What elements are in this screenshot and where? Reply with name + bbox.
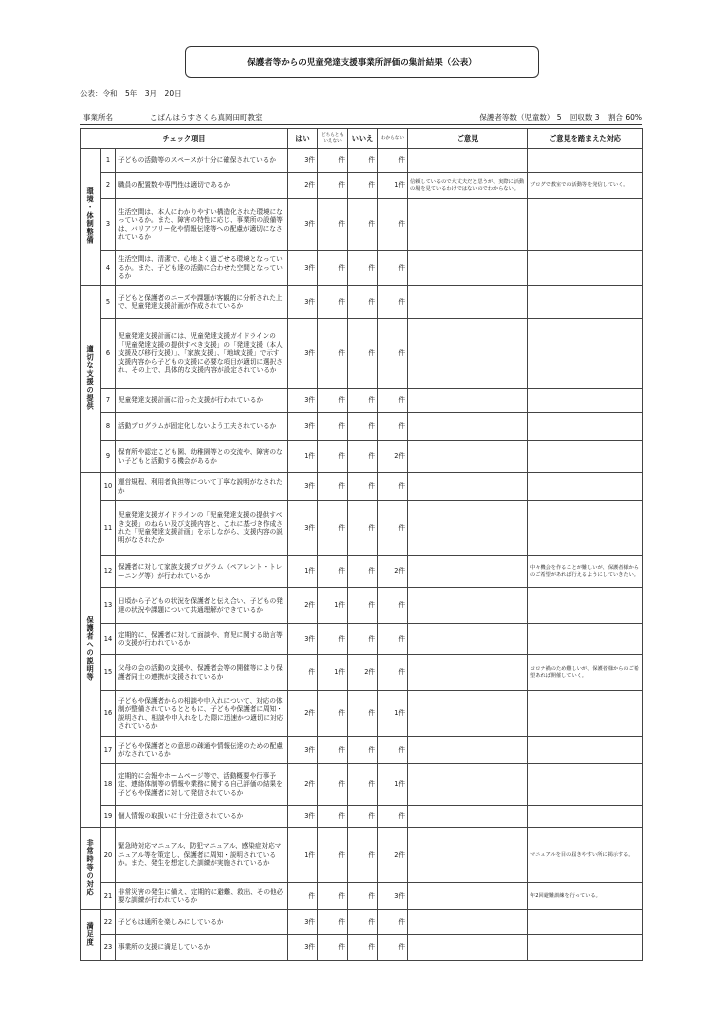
answer-yes: 3件 (288, 935, 318, 961)
answer-unknown: 件 (378, 501, 408, 556)
answer-unknown: 2件 (378, 828, 408, 883)
opinion-text (408, 441, 528, 473)
answer-neither: 件 (318, 883, 348, 910)
answer-neither: 件 (318, 691, 348, 737)
response-text (528, 588, 643, 624)
answer-unknown: 件 (378, 910, 408, 935)
answer-no: 件 (348, 764, 378, 806)
header-opinion: ご意見 (408, 129, 528, 149)
answer-unknown: 2件 (378, 556, 408, 588)
response-text (528, 251, 643, 286)
table-row (81, 624, 643, 655)
answer-neither: 件 (318, 441, 348, 473)
answer-neither: 件 (318, 764, 348, 806)
header-response: ご意見を踏まえた対応 (528, 129, 643, 149)
answer-no: 件 (348, 319, 378, 389)
table-row (81, 655, 643, 691)
answer-yes: 2件 (288, 588, 318, 624)
response-text (528, 389, 643, 413)
opinion-text (408, 764, 528, 806)
response-text: マニュアルを目の届きやすい所に掲示する。 (528, 828, 643, 883)
table-row (81, 413, 643, 441)
answer-no: 件 (348, 883, 378, 910)
opinion-text (408, 286, 528, 319)
item-number: 19 (101, 806, 116, 828)
check-item-text: 父母の会の活動の支援や、保護者会等の開催等により保護者同士の連携が支援されているか (116, 655, 288, 691)
response-text (528, 413, 643, 441)
answer-unknown: 件 (378, 389, 408, 413)
answer-no: 2件 (348, 655, 378, 691)
response-text: 中々機会を作ることが難しいが、保護者様からのご希望があれば行えるようにしていきたい。 (528, 556, 643, 588)
table-row (81, 441, 643, 473)
check-item-text: 事業所の支援に満足しているか (116, 935, 288, 961)
category-label: 環境・体制整備 (86, 187, 96, 245)
check-item-text: 個人情報の取扱いに十分注意されているか (116, 806, 288, 828)
answer-no: 件 (348, 286, 378, 319)
table-row (81, 910, 643, 935)
answer-neither: 1件 (318, 588, 348, 624)
item-number: 22 (101, 910, 116, 935)
table-row (81, 883, 643, 910)
check-item-text: 定期的に、保護者に対して面談や、育児に関する助言等の支援が行われているか (116, 624, 288, 655)
category-cell (81, 473, 101, 828)
office-info-line (80, 112, 642, 125)
item-number: 3 (101, 199, 116, 251)
table-row (81, 286, 643, 319)
answer-unknown: 件 (378, 473, 408, 501)
answer-neither: 件 (318, 828, 348, 883)
answer-neither: 件 (318, 286, 348, 319)
table-row (81, 199, 643, 251)
header-unknown: わからない (378, 129, 408, 149)
answer-yes: 3件 (288, 501, 318, 556)
answer-no: 件 (348, 199, 378, 251)
response-text (528, 691, 643, 737)
answer-unknown: 2件 (378, 441, 408, 473)
answer-no: 件 (348, 413, 378, 441)
response-count: 回収数 3 (569, 113, 600, 122)
response-text (528, 199, 643, 251)
opinion-text (408, 319, 528, 389)
answer-no: 件 (348, 737, 378, 764)
answer-unknown: 件 (378, 413, 408, 441)
item-number: 14 (101, 624, 116, 655)
table-row (81, 149, 643, 173)
opinion-text (408, 473, 528, 501)
answer-unknown: 件 (378, 319, 408, 389)
check-item-text: 子どもと保護者のニーズや課題が客観的に分析された上で、児童発達支援計画が作成されているか (116, 286, 288, 319)
answer-neither: 件 (318, 935, 348, 961)
answer-no: 件 (348, 473, 378, 501)
table-row (81, 828, 643, 883)
answer-neither: 件 (318, 319, 348, 389)
check-item-text: 児童発達支援計画には、児童発達支援ガイドラインの「児童発達支援の提供すべき支援」の「発達支援（本人支援及び移行支援）」、「家族支援」、「地域支援」で示す支援内容から子どもの支援に必要な項目が適切に選択され、その上で、具体的な支援内容が設定されているか (116, 319, 288, 389)
check-item-text: 児童発達支援ガイドラインの「児童発達支援の提供すべき支援」のねらい及び支援内容と、これに基づき作成された「児童発達支援計画」を示しながら、支援内容の説明がなされたか (116, 501, 288, 556)
item-number: 7 (101, 389, 116, 413)
item-number: 8 (101, 413, 116, 441)
answer-neither: 件 (318, 413, 348, 441)
table-row (81, 737, 643, 764)
answer-yes: 2件 (288, 691, 318, 737)
item-number: 15 (101, 655, 116, 691)
table-row (81, 251, 643, 286)
opinion-text: 信頼しているので大丈夫だと思うが、実際に活動の場を見ているわけではないのでわからない。 (408, 173, 528, 199)
check-item-text: 生活空間は、清潔で、心地よく過ごせる環境となっているか。また、子ども達の活動に合わせた空間となっているか (116, 251, 288, 286)
category-cell (81, 286, 101, 473)
response-text: ブログで教室での活動等を発信していく。 (528, 173, 643, 199)
response-text (528, 473, 643, 501)
answer-yes: 2件 (288, 173, 318, 199)
response-text (528, 624, 643, 655)
table-row (81, 556, 643, 588)
answer-neither: 件 (318, 173, 348, 199)
table-header-row (81, 129, 643, 149)
item-number: 21 (101, 883, 116, 910)
item-number: 9 (101, 441, 116, 473)
category-cell (81, 828, 101, 910)
response-text (528, 501, 643, 556)
item-number: 12 (101, 556, 116, 588)
guardian-count: 保護者等数（児童数） 5 (479, 113, 562, 122)
header-check: チェック項目 (81, 129, 288, 149)
header-no: いいえ (348, 129, 378, 149)
item-number: 10 (101, 473, 116, 501)
answer-no: 件 (348, 588, 378, 624)
answer-no: 件 (348, 691, 378, 737)
answer-neither: 件 (318, 389, 348, 413)
response-text (528, 910, 643, 935)
response-text: コロナ禍のため難しいが、保護者様からのご希望あれば開催していく。 (528, 655, 643, 691)
answer-no: 件 (348, 251, 378, 286)
opinion-text (408, 389, 528, 413)
answer-neither: 件 (318, 910, 348, 935)
publication-date: 公表：令和 5年 3月 20日 (80, 89, 182, 98)
item-number: 20 (101, 828, 116, 883)
answer-neither: 件 (318, 737, 348, 764)
response-text (528, 935, 643, 961)
response-text (528, 286, 643, 319)
item-number: 23 (101, 935, 116, 961)
answer-yes: 3件 (288, 199, 318, 251)
item-number: 18 (101, 764, 116, 806)
check-item-text: 子どもや保護者との意思の疎通や情報伝達のための配慮がなされているか (116, 737, 288, 764)
item-number: 17 (101, 737, 116, 764)
opinion-text (408, 149, 528, 173)
answer-neither: 件 (318, 149, 348, 173)
answer-no: 件 (348, 173, 378, 199)
item-number: 2 (101, 173, 116, 199)
category-cell (81, 910, 101, 961)
table-row (81, 806, 643, 828)
item-number: 5 (101, 286, 116, 319)
answer-yes: 1件 (288, 556, 318, 588)
answer-unknown: 件 (378, 935, 408, 961)
check-item-text: 子どもや保護者からの相談や申入れについて、対応の体制が整備されているとともに、子どもや保護者に周知・説明され、相談や申入れをした際に迅速かつ適切に対応されているか (116, 691, 288, 737)
opinion-text (408, 691, 528, 737)
opinion-text (408, 413, 528, 441)
opinion-text (408, 737, 528, 764)
answer-yes: 3件 (288, 149, 318, 173)
answer-yes: 2件 (288, 764, 318, 806)
answer-unknown: 1件 (378, 691, 408, 737)
answer-neither: 件 (318, 624, 348, 655)
answer-yes: 3件 (288, 389, 318, 413)
answer-unknown: 件 (378, 251, 408, 286)
table-row (81, 691, 643, 737)
answer-no: 件 (348, 910, 378, 935)
answer-yes: 件 (288, 883, 318, 910)
answer-yes: 3件 (288, 910, 318, 935)
item-number: 4 (101, 251, 116, 286)
response-text: 年2回避難訓練を行っている。 (528, 883, 643, 910)
opinion-text (408, 655, 528, 691)
document-title: 保護者等からの児童発達支援事業所評価の集計結果（公表） (185, 46, 539, 78)
check-item-text: 保護者に対して家族支援プログラム（ペアレント・トレーニング等）が行われているか (116, 556, 288, 588)
answer-no: 件 (348, 935, 378, 961)
answer-neither: 件 (318, 199, 348, 251)
check-item-text: 保育所や認定こども園、幼稚園等との交流や、障害のない子どもと活動する機会があるか (116, 441, 288, 473)
office-name: こばんはうすさくら真岡田町教室 (150, 113, 263, 122)
opinion-text (408, 883, 528, 910)
answer-unknown: 件 (378, 588, 408, 624)
header-yes: はい (288, 129, 318, 149)
opinion-text (408, 624, 528, 655)
answer-unknown: 件 (378, 737, 408, 764)
table-row (81, 764, 643, 806)
answer-no: 件 (348, 389, 378, 413)
answer-yes: 3件 (288, 473, 318, 501)
category-cell (81, 149, 101, 286)
opinion-text (408, 199, 528, 251)
check-item-text: 日頃から子どもの状況を保護者と伝え合い、子どもの発達の状況や課題について共通理解ができているか (116, 588, 288, 624)
answer-yes: 3件 (288, 624, 318, 655)
check-item-text: 非常災害の発生に備え、定期的に避難、救出、その他必要な訓練が行われているか (116, 883, 288, 910)
response-text (528, 149, 643, 173)
opinion-text (408, 910, 528, 935)
opinion-text (408, 556, 528, 588)
answer-yes: 3件 (288, 251, 318, 286)
opinion-text (408, 806, 528, 828)
opinion-text (408, 251, 528, 286)
answer-unknown: 1件 (378, 764, 408, 806)
answer-yes: 3件 (288, 319, 318, 389)
answer-unknown: 件 (378, 149, 408, 173)
answer-yes: 1件 (288, 441, 318, 473)
answer-yes: 3件 (288, 286, 318, 319)
opinion-text (408, 828, 528, 883)
category-label: 保護者への説明等 (86, 616, 96, 682)
check-item-text: 子どもの活動等のスペースが十分に確保されているか (116, 149, 288, 173)
answer-yes: 3件 (288, 737, 318, 764)
answer-no: 件 (348, 828, 378, 883)
answer-unknown: 件 (378, 655, 408, 691)
category-label: 適切な支援の提供 (86, 345, 96, 411)
check-item-text: 定期的に会報やホームページ等で、活動概要や行事予定、連絡体制等の情報や業務に関する自己評価の結果を子どもや保護者に対して発信されているか (116, 764, 288, 806)
answer-no: 件 (348, 624, 378, 655)
answer-neither: 件 (318, 473, 348, 501)
category-label: 非常時等の対応 (86, 838, 96, 897)
answer-yes: 3件 (288, 413, 318, 441)
item-number: 1 (101, 149, 116, 173)
category-label: 満足度 (86, 921, 96, 947)
table-body (81, 149, 643, 961)
answer-neither: 件 (318, 806, 348, 828)
answer-no: 件 (348, 556, 378, 588)
item-number: 11 (101, 501, 116, 556)
answer-neither: 件 (318, 501, 348, 556)
response-summary (473, 112, 642, 123)
answer-unknown: 件 (378, 624, 408, 655)
check-item-text: 活動プログラムが固定化しないよう工夫されているか (116, 413, 288, 441)
response-rate: 割合 60% (607, 113, 642, 122)
answer-no: 件 (348, 149, 378, 173)
answer-unknown: 件 (378, 806, 408, 828)
answer-no: 件 (348, 806, 378, 828)
check-item-text: 緊急時対応マニュアル、防犯マニュアル、感染症対応マニュアル等を策定し、保護者に周知・説明されているか。また、発生を想定した訓練が実施されているか (116, 828, 288, 883)
table-row (81, 935, 643, 961)
answer-yes: 1件 (288, 828, 318, 883)
answer-yes: 3件 (288, 806, 318, 828)
check-item-text: 子どもは通所を楽しみにしているか (116, 910, 288, 935)
answer-unknown: 件 (378, 199, 408, 251)
response-text (528, 764, 643, 806)
answer-neither: 件 (318, 556, 348, 588)
evaluation-table (80, 128, 643, 961)
answer-yes: 件 (288, 655, 318, 691)
check-item-text: 児童発達支援計画に沿った支援が行われているか (116, 389, 288, 413)
answer-unknown: 件 (378, 286, 408, 319)
office-label: 事業所名 (83, 113, 113, 122)
item-number: 6 (101, 319, 116, 389)
item-number: 16 (101, 691, 116, 737)
opinion-text (408, 588, 528, 624)
table-row (81, 389, 643, 413)
response-text (528, 319, 643, 389)
header-neither: どちらともいえない (318, 129, 348, 149)
check-item-text: 生活空間は、本人にわかりやすい構造化された環境になっているか。また、障害の特性に応じ、事業所の設備等は、バリアフリー化や情報伝達等への配慮が適切になされているか (116, 199, 288, 251)
answer-unknown: 3件 (378, 883, 408, 910)
opinion-text (408, 935, 528, 961)
answer-no: 件 (348, 441, 378, 473)
table-row (81, 319, 643, 389)
check-item-text: 運営規程、利用者負担等について丁寧な説明がなされたか (116, 473, 288, 501)
table-row (81, 588, 643, 624)
response-text (528, 737, 643, 764)
answer-neither: 件 (318, 251, 348, 286)
response-text (528, 441, 643, 473)
table-row (81, 173, 643, 199)
table-row (81, 473, 643, 501)
answer-unknown: 1件 (378, 173, 408, 199)
answer-no: 件 (348, 501, 378, 556)
check-item-text: 職員の配置数や専門性は適切であるか (116, 173, 288, 199)
opinion-text (408, 501, 528, 556)
item-number: 13 (101, 588, 116, 624)
table-row (81, 501, 643, 556)
answer-neither: 1件 (318, 655, 348, 691)
response-text (528, 806, 643, 828)
